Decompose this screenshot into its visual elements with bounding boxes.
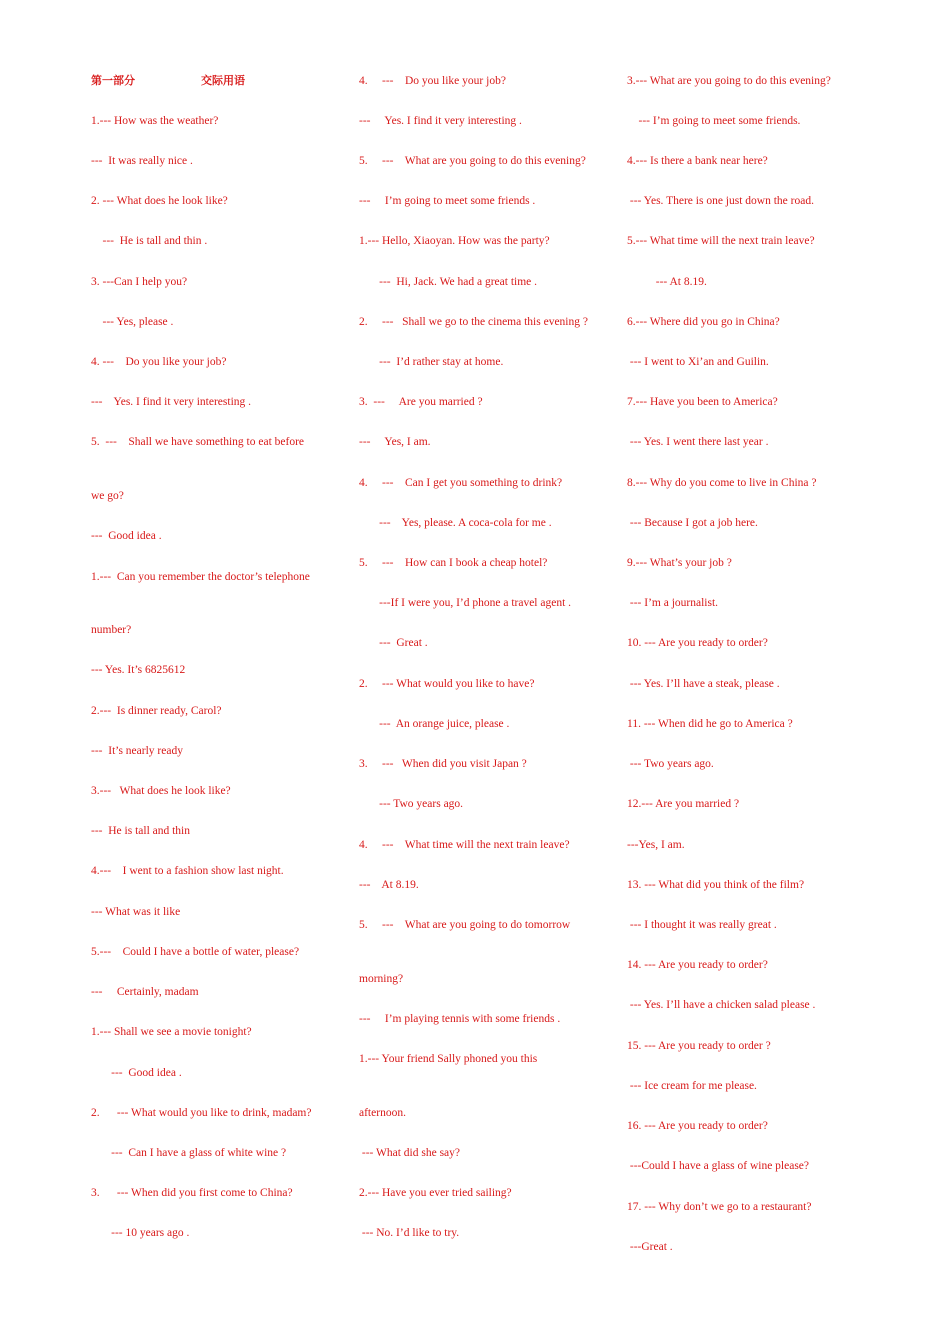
dialogue-line: 4. --- Do you like your job? <box>359 75 506 87</box>
dialogue-line: --- At 8.19. <box>627 276 707 288</box>
dialogue-line: 3.--- What does he look like? <box>91 785 231 797</box>
dialogue-line: --- Yes, I am. <box>359 436 431 448</box>
dialogue-line: 15. --- Are you ready to order ? <box>627 1040 771 1052</box>
dialogue-line: --- Good idea . <box>91 530 162 542</box>
dialogue-line: --- Yes. I’ll have a chicken salad please . <box>627 999 816 1011</box>
dialogue-line: --- An orange juice, please . <box>359 718 510 730</box>
dialogue-line: --- Yes. It’s 6825612 <box>91 664 186 676</box>
dialogue-line: 5.--- Could I have a bottle of water, please? <box>91 946 300 958</box>
dialogue-line: 17. --- Why don’t we go to a restaurant? <box>627 1201 812 1213</box>
dialogue-line: 8.--- Why do you come to live in China ? <box>627 477 817 489</box>
dialogue-line: 3. ---Can I help you? <box>91 276 188 288</box>
dialogue-line: ---If I were you, I’d phone a travel agent . <box>359 597 572 609</box>
dialogue-line: 6.--- Where did you go in China? <box>627 316 780 328</box>
dialogue-line: --- Because I got a job here. <box>627 517 758 529</box>
dialogue-line: --- It was really nice . <box>91 155 193 167</box>
dialogue-line: --- Good idea . <box>91 1067 182 1079</box>
dialogue-line: --- It’s nearly ready <box>91 745 183 757</box>
dialogue-line: 3. --- When did you first come to China? <box>91 1187 293 1199</box>
dialogue-line: 3. --- Are you married ? <box>359 396 483 408</box>
dialogue-line: 1.--- Your friend Sally phoned you this <box>359 1053 538 1065</box>
dialogue-line: 4. --- Do you like your job? <box>91 356 227 368</box>
dialogue-line: --- Can I have a glass of white wine ? <box>91 1147 287 1159</box>
dialogue-line: --- Yes, please . <box>91 316 174 328</box>
dialogue-line: --- Yes. I find it very interesting . <box>359 115 522 127</box>
dialogue-line: 4.--- I went to a fashion show last night. <box>91 865 284 877</box>
dialogue-line: --- Yes. There is one just down the road. <box>627 195 814 207</box>
dialogue-line: --- I’m a journalist. <box>627 597 719 609</box>
dialogue-line: --- Yes, please. A coca-cola for me . <box>359 517 552 529</box>
dialogue-line: we go? <box>91 490 124 502</box>
dialogue-line: 5. --- What are you going to do this evening? <box>359 155 586 167</box>
dialogue-line: --- Hi, Jack. We had a great time . <box>359 276 538 288</box>
dialogue-line: 16. --- Are you ready to order? <box>627 1120 768 1132</box>
dialogue-line: 1.--- Hello, Xiaoyan. How was the party? <box>359 235 550 247</box>
dialogue-line: 3.--- What are you going to do this evening? <box>627 75 831 87</box>
dialogue-line: 1.--- How was the weather? <box>91 115 219 127</box>
dialogue-line: --- I went to Xi’an and Guilin. <box>627 356 769 368</box>
dialogue-line: 5. --- What are you going to do tomorrow <box>359 919 571 931</box>
dialogue-line: --- Two years ago. <box>627 758 714 770</box>
dialogue-line: 13. --- What did you think of the film? <box>627 879 805 891</box>
dialogue-line: 10. --- Are you ready to order? <box>627 637 768 649</box>
dialogue-line: --- I’m going to meet some friends. <box>627 115 801 127</box>
dialogue-line: --- Ice cream for me please. <box>627 1080 757 1092</box>
dialogue-line: 2.--- Is dinner ready, Carol? <box>91 705 222 717</box>
dialogue-line: ---Yes, I am. <box>627 839 685 851</box>
dialogue-line: --- I’d rather stay at home. <box>359 356 504 368</box>
dialogue-line: 2. --- What does he look like? <box>91 195 228 207</box>
dialogue-line: --- He is tall and thin <box>91 825 191 837</box>
dialogue-line: 5. --- Shall we have something to eat before <box>91 436 305 448</box>
dialogue-line: 2. --- What would you like to drink, madam? <box>91 1107 312 1119</box>
dialogue-line: 5.--- What time will the next train leave? <box>627 235 815 247</box>
dialogue-line: --- Yes. I’ll have a steak, please . <box>627 678 780 690</box>
dialogue-line: 4. --- Can I get you something to drink? <box>359 477 563 489</box>
dialogue-line: --- At 8.19. <box>359 879 419 891</box>
dialogue-line: 9.--- What’s your job ? <box>627 557 732 569</box>
dialogue-line: 14. --- Are you ready to order? <box>627 959 768 971</box>
dialogue-line: --- Yes. I find it very interesting . <box>91 396 252 408</box>
dialogue-line: 12.--- Are you married ? <box>627 798 740 810</box>
dialogue-line: morning? <box>359 973 404 985</box>
dialogue-line: number? <box>91 624 132 636</box>
dialogue-line: ---Great . <box>627 1241 673 1253</box>
dialogue-line: --- Great . <box>359 637 428 649</box>
section-heading: 交际用语 <box>201 74 245 87</box>
dialogue-line: 2.--- Have you ever tried sailing? <box>359 1187 512 1199</box>
dialogue-line: --- No. I’d like to try. <box>359 1227 460 1239</box>
dialogue-line: 2. --- Shall we go to the cinema this evening ? <box>359 316 588 328</box>
dialogue-line: afternoon. <box>359 1107 406 1119</box>
dialogue-line: 3. --- When did you visit Japan ? <box>359 758 527 770</box>
dialogue-line: --- What did she say? <box>359 1147 461 1159</box>
dialogue-line: 2. --- What would you like to have? <box>359 678 535 690</box>
dialogue-line: --- What was it like <box>91 906 181 918</box>
section-heading: 第一部分 <box>91 74 135 87</box>
dialogue-line: 4. --- What time will the next train leave? <box>359 839 570 851</box>
dialogue-line: --- Certainly, madam <box>91 986 199 998</box>
dialogue-line: 5. --- How can I book a cheap hotel? <box>359 557 548 569</box>
dialogue-line: --- He is tall and thin . <box>91 235 208 247</box>
dialogue-line: ---Could I have a glass of wine please? <box>627 1160 810 1172</box>
dialogue-line: --- 10 years ago . <box>91 1227 190 1239</box>
dialogue-line: --- I’m playing tennis with some friends . <box>359 1013 561 1025</box>
dialogue-line: 1.--- Shall we see a movie tonight? <box>91 1026 252 1038</box>
dialogue-line: 4.--- Is there a bank near here? <box>627 155 768 167</box>
dialogue-line: --- I’m going to meet some friends . <box>359 195 536 207</box>
dialogue-line: --- I thought it was really great . <box>627 919 777 931</box>
dialogue-line: 7.--- Have you been to America? <box>627 396 778 408</box>
dialogue-line: --- Two years ago. <box>359 798 464 810</box>
dialogue-line: 11. --- When did he go to America ? <box>627 718 793 730</box>
dialogue-line: 1.--- Can you remember the doctor’s telephone <box>91 571 310 583</box>
dialogue-line: --- Yes. I went there last year . <box>627 436 769 448</box>
